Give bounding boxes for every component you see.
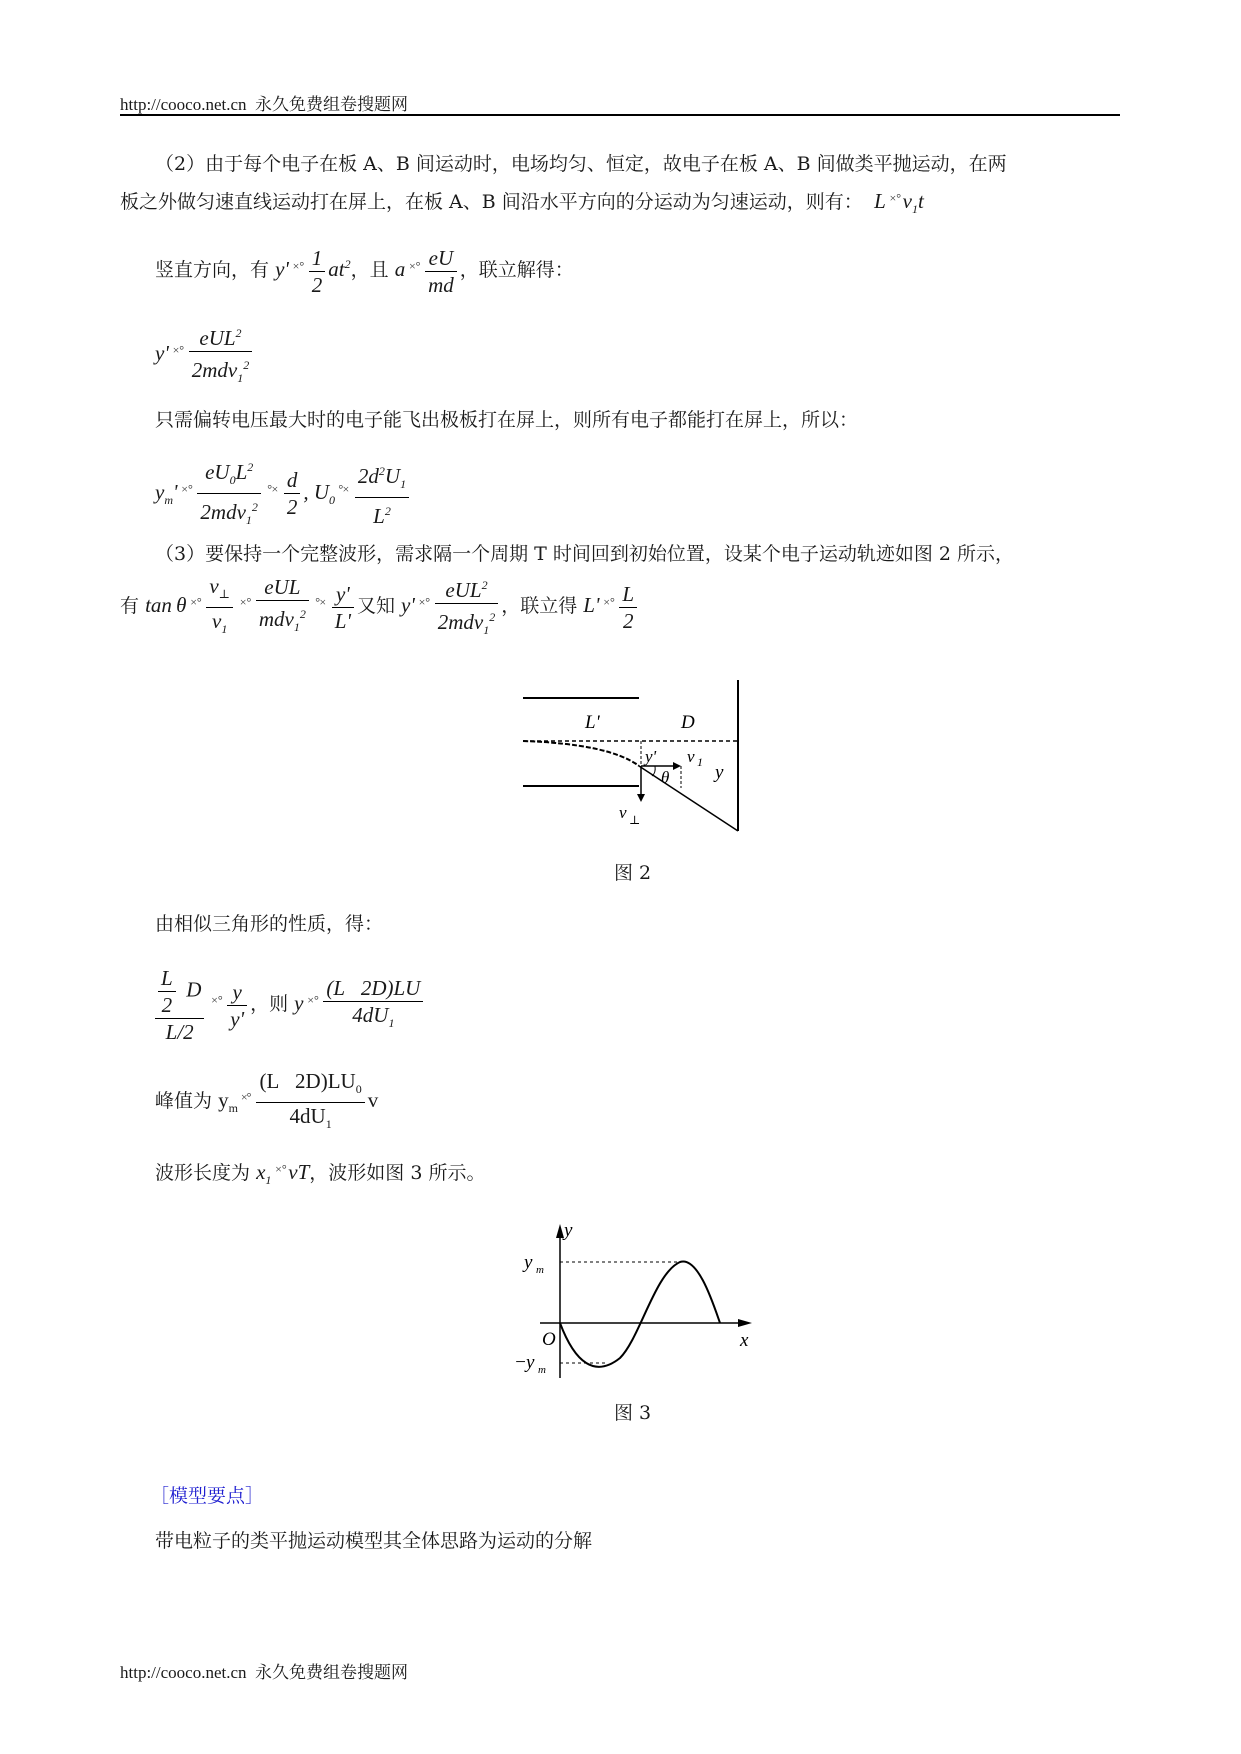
para2-line3-pre: 竖直方向，有 — [155, 259, 270, 281]
formula-ym-U0: $y_m'$ ×° $\frac{eU_0L^2}{2mdv_1^2}$ °× $\frac{d}{2}$ , $U_0^{^\circ\times}$ $\frac{2d^2U_1}{L^2}$ — [155, 454, 412, 518]
para-only: 只需偏转电压最大时的电子能飞出极板打在屏上，则所有电子都能打在屏上，所以： — [155, 409, 859, 431]
page-header — [120, 90, 408, 115]
model-title: ［模型要点］ — [150, 1485, 265, 1507]
para3-line2: 有 tan θ ×° $\frac{v_\perp}{v_1}$ ×° $\frac{\text{eUL}}{mdv_1^2}$ °× $\frac{y'}{L'}$ 又知 y' ×° $\frac{eUL^2}{2mdv_1^2}$ ，联立得 L' ×° $\frac{L}{2}$ — [120, 570, 640, 634]
para2-line3-post: ，联立解得： — [459, 259, 574, 281]
vperp-arrowhead — [637, 794, 645, 802]
para3-line2-post: ，联立得 — [501, 595, 578, 617]
wave-length-line: 波形长度为 $x_1^{\times^\circ}$ vT，波形如图 3 所示。 — [155, 1160, 486, 1188]
label-v1: v — [687, 747, 695, 766]
para3-line2-mid: 又知 — [356, 595, 395, 617]
label-y: y — [564, 1220, 573, 1241]
trajectory-curve — [523, 741, 639, 766]
figure-2-caption: 图 2 — [614, 862, 652, 884]
label-neg-ym-sub: m — [538, 1364, 546, 1376]
para3-line2-pre: 有 — [120, 595, 140, 617]
similar-text: 由相似三角形的性质，得： — [155, 913, 384, 935]
label-neg-ym: y — [526, 1352, 535, 1373]
similar-comma: ，则 — [250, 993, 289, 1015]
label-v1-sub: 1 — [697, 755, 703, 769]
header-rule — [120, 114, 1120, 116]
para2-line1: （2）由于每个电子在板 A、B 间运动时，电场均匀、恒定，故电子在板 A、B 间做类平抛运动，在两 — [155, 153, 1007, 175]
wave-len-pre: 波形长度为 — [155, 1162, 251, 1184]
y-axis-arrowhead — [556, 1224, 564, 1238]
figure-3-caption: 图 3 — [614, 1402, 652, 1424]
label-D: D — [681, 712, 695, 733]
label-vperp: v — [619, 803, 627, 822]
formula-y-half-at2: y' ×° $\frac{1}{2}$ $at^2$ — [275, 245, 351, 297]
label-ym-sub: m — [536, 1264, 544, 1276]
v1-arrowhead — [673, 762, 681, 770]
figure-3-wave — [514, 1218, 760, 1388]
para2-line3 — [155, 232, 574, 296]
x-axis-arrowhead — [738, 1319, 752, 1327]
figure-2-diagram — [515, 678, 747, 836]
label-y: y — [715, 762, 724, 783]
label-yp: y' — [645, 747, 657, 766]
formula-similar: $\frac{L}{2}$ D L/2 ×° $\frac{y}{y'}$ ，则 y ×° $\frac{(L 2D)LU}{4dU_1}$ — [152, 952, 426, 1048]
wave-len-post: ，波形如图 3 所示。 — [309, 1162, 486, 1184]
header-url[interactable]: http://cooco.net.cn — [120, 95, 247, 114]
footer-site: 永久免费组卷搜题网 — [255, 1663, 409, 1682]
formula-a-eU-md: a ×° $\frac{eU}{md}$ — [395, 257, 460, 281]
formula-y-eUL2: y' ×° $\frac{eUL^2}{2mdv_1^2}$ — [155, 318, 255, 382]
peak-line: 峰值为 $y_m^{\times^\circ}$ $\frac{(L 2D)LU_0}{4dU_1}$ v — [155, 1068, 379, 1131]
label-theta: θ — [661, 768, 670, 787]
footer-url[interactable]: http://cooco.net.cn — [120, 1663, 247, 1682]
sine-wave — [560, 1261, 720, 1366]
label-neg: − — [514, 1352, 527, 1373]
para2-line2 — [120, 182, 924, 225]
label-vperp-sub: ⊥ — [629, 813, 641, 827]
para3-line1: （3）要保持一个完整波形，需求隔一个周期 T 时间回到初始位置，设某个电子运动轨迹如图 2 所示， — [155, 543, 1015, 565]
page-footer — [120, 1658, 408, 1683]
para2-line2-text: 板之外做匀速直线运动打在屏上，在板 A、B 间沿水平方向的分运动为匀速运动，则有： — [120, 191, 863, 213]
para2-line3-mid: ，且 — [350, 259, 389, 281]
peak-label: 峰值为 — [155, 1090, 213, 1112]
formula-L-v1t: L ×° $v_1t$ — [868, 189, 924, 217]
label-x: x — [740, 1330, 749, 1351]
label-ym: y — [524, 1252, 533, 1273]
model-text: 带电粒子的类平抛运动模型其全体思路为运动的分解 — [155, 1530, 593, 1552]
label-Lp: L' — [585, 712, 600, 733]
header-site: 永久免费组卷搜题网 — [255, 95, 409, 114]
label-O: O — [542, 1329, 556, 1350]
